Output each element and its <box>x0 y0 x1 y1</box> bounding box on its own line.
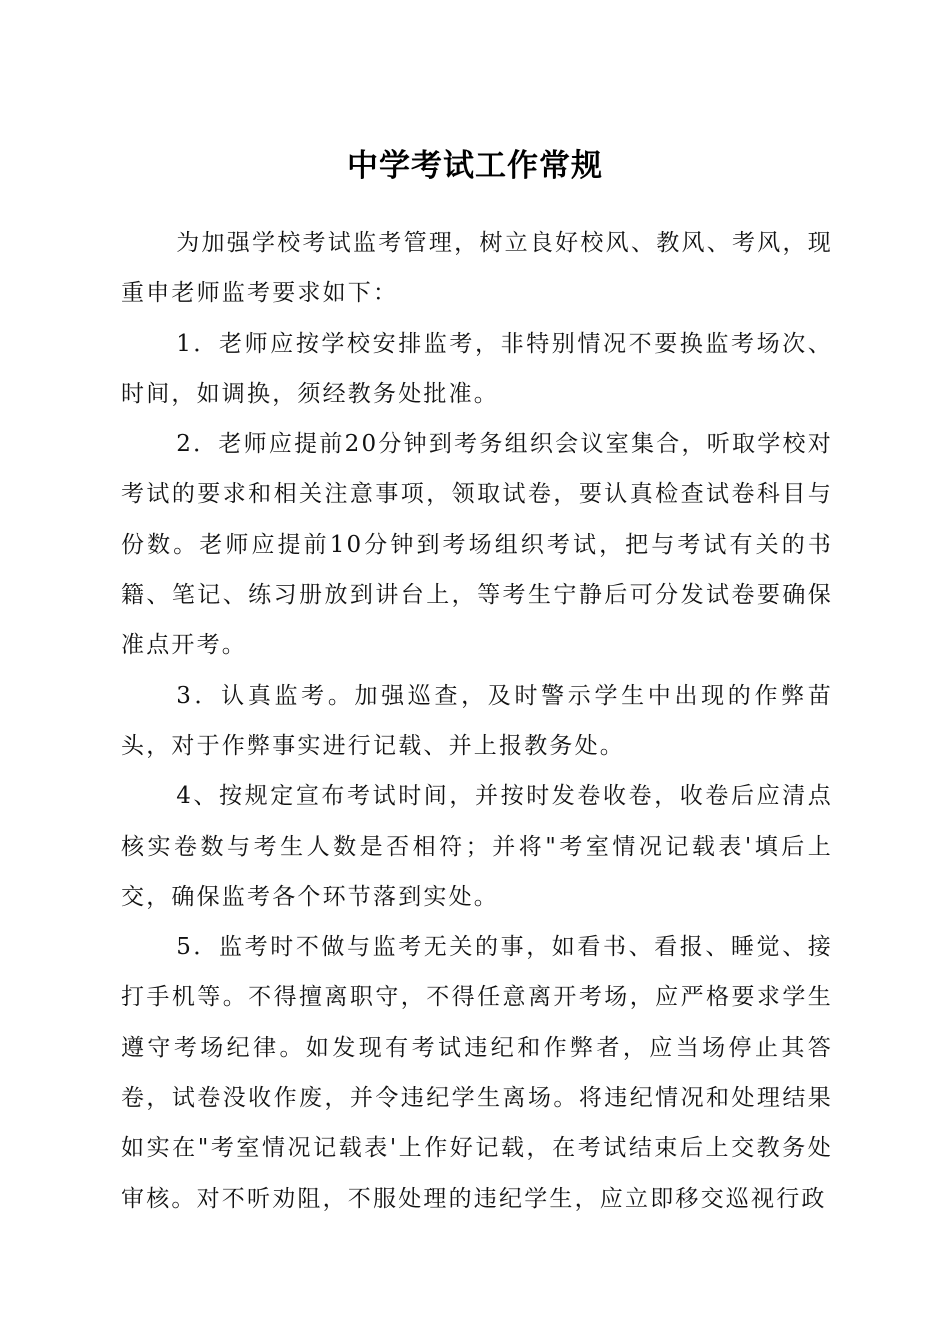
paragraph-rule-4: 4、按规定宣布考试时间，并按时发卷收卷，收卷后应清点核实卷数与考生人数是否相符；并将"考室情况记载表'填后上交，确保监考各个环节落到实处。 <box>121 783 833 910</box>
paragraph-rule-1: 1．老师应按学校安排监考，非特别情况不要换监考场次、时间，如调换，须经教务处批准。 <box>121 330 833 407</box>
paragraph-intro: 为加强学校考试监考管理，树立良好校风、教风、考风，现重申老师监考要求如下： <box>121 230 833 307</box>
document-title: 中学考试工作常规 <box>347 148 603 184</box>
paragraph-rule-3: 3．认真监考。加强巡查，及时警示学生中出现的作弊苗头，对于作弊事实进行记载、并上报教务处。 <box>121 682 833 759</box>
paragraph-rule-5: 5．监考时不做与监考无关的事，如看书、看报、睡觉、接打手机等。不得擅离职守，不得任意离开考场，应严格要求学生遵守考场纪律。如发现有考试违纪和作弊者，应当场停止其答卷，试卷没收作废，并令违纪学生离场。将违纪情况和处理结果如实在"考室情况记载表'上作好记载，在考试结束后上交教务处审核。对不听劝阻，不服处理的违纪学生，应立即移交巡视行政 <box>121 934 833 1212</box>
document-body <box>121 218 833 1224</box>
paragraph-rule-2: 2．老师应提前20分钟到考务组织会议室集合，听取学校对考试的要求和相关注意事项，领取试卷，要认真检查试卷科目与份数。老师应提前10分钟到考场组织考试，把与考试有关的书籍、笔记、练习册放到讲台上，等考生宁静后可分发试卷要确保准点开考。 <box>121 431 833 659</box>
